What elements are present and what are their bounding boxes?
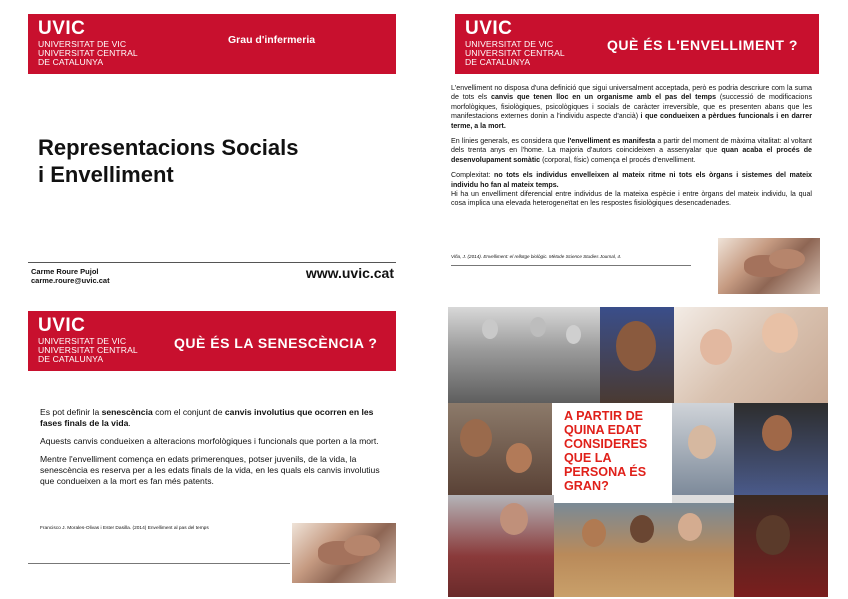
paragraph: Es pot definir la senescència com el conjunt de canvis involutius que ocorren en les fases finals de la vida. [40, 407, 374, 428]
citation: Francisco J. Morales-Olivas i Ester Dasilla. (2014) Envelliment al pas del temps [40, 526, 209, 531]
logo-line: DE CATALUNYA [38, 354, 104, 364]
title-line: i Envelliment [38, 162, 174, 187]
logo-line: UNIVERSITAT DE VIC [38, 336, 127, 346]
elderly-woman-child-photo [448, 403, 552, 495]
paragraph: En línies generals, es considera que l'envelliment es manifesta a partir del moment de màxima vitalitat: al voltant dels trenta anys en l'home. La majoria d'autors coincideixen a assenyalar que quan acaba el procés de desenvolupament somàtic (corporal, físic) comença el procés d'envelliment. [451, 137, 812, 164]
header-band [455, 14, 819, 74]
logo-line: DE CATALUNYA [465, 57, 531, 67]
age-question [552, 403, 672, 507]
elderly-group-photo [448, 307, 600, 403]
citation: Viña, J. (2014). Envelliment: el rellotge biològic. Mètode Science Studies Journal, 4. [451, 254, 622, 259]
logo-line: UNIVERSITAT DE VIC [38, 39, 127, 49]
divider [28, 262, 396, 263]
slide-heading: QUÈ ÉS L'ENVELLIMENT ? [607, 37, 798, 53]
body-text [451, 84, 812, 215]
paragraph: Aquests canvis condueixen a alteracions morfològiques i funcionals que porten a la mort. [40, 436, 379, 446]
logo-mark: UVIC [465, 18, 513, 39]
nun-portrait [672, 403, 734, 495]
header-band [28, 14, 396, 74]
uvic-logo [465, 19, 565, 67]
question-text: A PARTIR DE QUINA EDAT CONSIDERES QUE LA PERSONA ÉS GRAN? [564, 409, 648, 493]
paragraph: Mentre l'envelliment comença en edats primerenques, potser juvenils, de la vida, la senescència es reserva per a les edats finals de la vida, en les quals els canvis involutius que condueixen a la mort es fan més patents. [40, 454, 380, 486]
website-link[interactable]: www.uvic.cat [305, 265, 394, 281]
slide-envelliment [448, 14, 820, 296]
hands-photo [718, 238, 820, 294]
elderly-woman-headscarf-photo [734, 495, 828, 597]
slide-title [28, 14, 396, 286]
elderly-woman-portrait [600, 307, 674, 403]
elderly-couple-photo [674, 307, 828, 403]
paragraph: Hi ha un envelliment diferencial entre individus de la mateixa espècie i entre òrgans del mateix individu, la qual cosa implica una elevada heterogeneïtat en les respostes fisiològiques desencadenades. [451, 190, 812, 208]
hands-photo [292, 523, 396, 583]
slide-senescencia [28, 311, 396, 583]
presentation-title [38, 134, 298, 188]
body-text [40, 407, 390, 493]
logo-line: UNIVERSITAT DE VIC [465, 39, 554, 49]
header-band [28, 311, 396, 371]
logo-line: UNIVERSITAT CENTRAL [38, 345, 138, 355]
slide-collage [448, 307, 828, 597]
citation-rule [451, 265, 691, 266]
elderly-weaver-photo [448, 495, 554, 597]
title-line: Representacions Socials [38, 135, 299, 160]
paragraph: L'envelliment no disposa d'una definició que sigui universalment acceptada, però es podria descriure com la suma de tots els canvis que tenen lloc en un organisme amb el pas del temps (successió de modificacions morfològiques, fisiològiques, psicològiques i socials de caràcter irreversible, que es presenten abans que les manifestacions externes donin a l'individu aspecte d'ancià) i que condueixen a pèrdues funcionals i en darrer terme, a la mort. [451, 84, 812, 130]
logo-mark: UVIC [38, 315, 86, 336]
author-email[interactable]: carme.roure@uvic.cat [31, 276, 110, 285]
footer-rule [28, 563, 290, 564]
course-name: Grau d'infermeria [228, 34, 316, 46]
slide-heading: QUÈ ÉS LA SENESCÈNCIA ? [174, 335, 378, 351]
logo-mark: UVIC [38, 18, 86, 39]
paragraph: Complexitat: no tots els individus envelleixen al mateix ritme ni tots els òrgans i sistemes del mateix individu ho fan al mateix temps. [451, 171, 812, 189]
elderly-group-smiling-photo [554, 503, 734, 597]
author-block [31, 267, 110, 285]
elderly-man-photo [734, 403, 828, 495]
logo-line: UNIVERSITAT CENTRAL [465, 48, 565, 58]
author-name: Carme Roure Pujol [31, 267, 99, 276]
logo-line: UNIVERSITAT CENTRAL [38, 48, 138, 58]
uvic-logo [38, 316, 138, 364]
logo-line: DE CATALUNYA [38, 57, 104, 67]
uvic-logo [38, 19, 138, 67]
